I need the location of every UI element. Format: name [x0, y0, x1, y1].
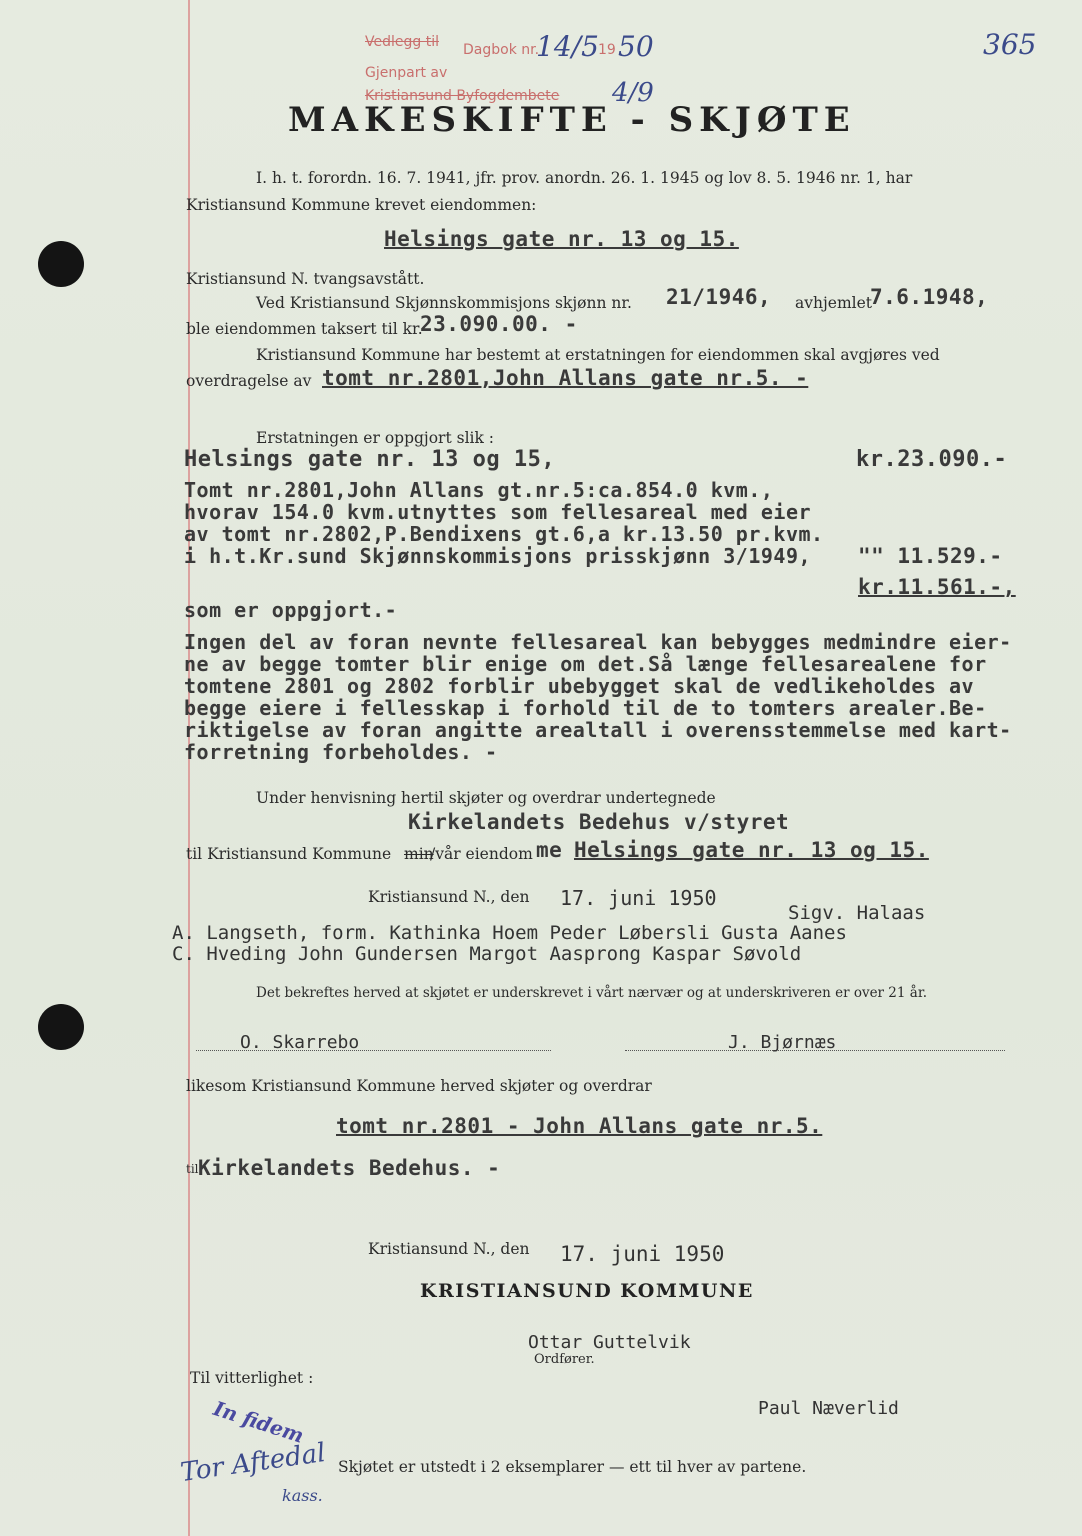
handwritten-year: 50 [618, 30, 654, 63]
likewise-til: til [186, 1162, 199, 1176]
mayor-name: Ottar Guttelvik [528, 1332, 691, 1353]
stamp-year-print: 19 [598, 42, 616, 58]
transfer-property: Helsings gate nr. 13 og 15. [574, 838, 929, 862]
witness-name-2: J. Bjørnæs [728, 1032, 837, 1053]
margin-line [188, 0, 190, 1536]
handwritten-dagbok-number: 14/5 [536, 30, 599, 63]
decision-prefix: overdragelse av [186, 372, 312, 390]
likewise-tomt: tomt nr.2801 - John Allans gate nr.5. [336, 1114, 823, 1138]
mayor-title: Ordfører. [534, 1352, 595, 1367]
terms-line-4: begge eiere i fellesskap i forhold til de to tomters arealer.Be- [184, 696, 987, 720]
witness-name-1: O. Skarrebo [240, 1032, 360, 1053]
signature-kass: kass. [282, 1486, 323, 1505]
decision-tomt: tomt nr.2801,John Allans gate nr.5. - [322, 366, 809, 390]
settlement-row-1-amount: kr.23.090.- [856, 447, 1008, 472]
expropriated-line: Kristiansund N. tvangsavstått. [186, 270, 425, 288]
transfer-me: me [536, 838, 563, 862]
settlement-row-1: Helsings gate nr. 13 og 15, [184, 447, 556, 472]
settlement-row-2: Tomt nr.2801,John Allans gt.nr.5:ca.854.0 kvm., [184, 478, 774, 502]
intro-line-2: Kristiansund Kommune krevet eiendommen: [186, 196, 537, 214]
grantor: Kirkelandets Bedehus v/styret [408, 810, 790, 834]
likewise-recipient: Kirkelandets Bedehus. - [198, 1156, 501, 1180]
witness-statement: Det bekreftes herved at skjøtet er underskrevet i vårt nærvær og at underskriveren er over 21 år. [256, 985, 928, 1001]
signing-2-place: Kristiansund N., den [368, 1240, 530, 1258]
stamp-dagbok-label: Dagbok nr. [463, 42, 540, 58]
punch-hole-top [38, 241, 84, 287]
in-fidem-stamp: In fidem [210, 1396, 307, 1448]
valuation-prefix: Ved Kristiansund Skjønnskommisjons skjønn nr. [256, 294, 632, 312]
skjonn-number: 21/1946, [666, 285, 772, 309]
intro-line-1: I. h. t. forordn. 16. 7. 1941, jfr. prov. anordn. 26. 1. 1945 og lov 8. 5. 1946 nr. 1, har [256, 169, 913, 187]
document-title: MAKESKIFTE - SKJØTE [288, 100, 856, 140]
vitterlighet-label: Til vitterlighet : [190, 1369, 314, 1387]
terms-line-6: forretning forbeholdes. - [184, 740, 498, 764]
settlement-row-4: av tomt nr.2802,P.Bendixens gt.6,a kr.13.50 pr.kvm. [184, 522, 824, 546]
signatories-row-1: A. Langseth, form. Kathinka Hoem Peder Løbersli Gusta Aanes [172, 922, 847, 944]
transfer-prefix: til Kristiansund Kommune [186, 845, 392, 863]
likewise-line: likesom Kristiansund Kommune herved skjøter og overdrar [186, 1077, 652, 1095]
terms-line-3: tomtene 2801 og 2802 forblir ubebygget skal de vedlikeholdes av [184, 674, 975, 698]
settlement-total: kr.11.561.-, [858, 575, 1016, 599]
signing-1-date: 17. juni 1950 [560, 886, 717, 910]
settlement-label: Erstatningen er oppgjort slik : [256, 429, 495, 447]
terms-line-1: Ingen del av foran nevnte fellesareal kan bebygges medmindre eier- [184, 630, 1012, 654]
transfer-vaar: /vår eiendom [430, 845, 533, 863]
terms-line-2: ne av begge tomter blir enige om det.Så længe fellesarealene for [184, 652, 987, 676]
decision-line-1: Kristiansund Kommune har bestemt at erstatningen for eiendommen skal avgjøres ved [256, 346, 940, 364]
signature-tor-aftedal: Tor Aftedal [178, 1437, 328, 1489]
avhjemlet-label: avhjemlet [795, 294, 873, 312]
settlement-row-5: i h.t.Kr.sund Skjønnskommisjons prisskjønn 3/1949, [184, 544, 812, 568]
signatories-row-2: C. Hveding John Gundersen Margot Aasprong Kaspar Søvold [172, 943, 802, 965]
punch-hole-bottom [38, 1004, 84, 1050]
settlement-row-3: hvorav 154.0 kvm.utnyttes som fellesareal med eier [184, 500, 812, 524]
transfer-line-1: Under henvisning hertil skjøter og overdrar undertegnede [256, 789, 716, 807]
witness-paul-naeverlid: Paul Næverlid [758, 1398, 899, 1419]
settlement-row-5-amount: "" 11.529.- [858, 544, 1003, 568]
terms-line-5: riktigelse av foran angitte arealtall i overensstemmelse med kart- [184, 718, 1012, 742]
property-helsings-gate: Helsings gate nr. 13 og 15. [384, 227, 739, 251]
footer-note: Skjøtet er utstedt i 2 eksemplarer — ett til hver av partene. [338, 1458, 807, 1476]
signing-2-date: 17. juni 1950 [560, 1242, 725, 1266]
taksert-label: ble eiendommen taksert til kr. [186, 320, 423, 338]
page-number: 365 [983, 28, 1037, 61]
stamp-line-3: Kristiansund Byfogdembete [365, 88, 560, 104]
stamp-line-2: Gjenpart av [365, 65, 448, 81]
handwritten-date: 4/9 [612, 78, 654, 108]
signing-1-place: Kristiansund N., den [368, 888, 530, 906]
stamp-line-1: Vedlegg til [365, 34, 439, 50]
settlement-oppgjort: som er oppgjort.- [184, 598, 398, 622]
valuation-amount: 23.090.00. - [420, 312, 578, 336]
avhjemlet-date: 7.6.1948, [870, 285, 989, 309]
signatory-halaas: Sigv. Halaas [788, 902, 926, 924]
transfer-min-struck: min [404, 845, 434, 863]
municipality-name: KRISTIANSUND KOMMUNE [420, 1280, 754, 1302]
